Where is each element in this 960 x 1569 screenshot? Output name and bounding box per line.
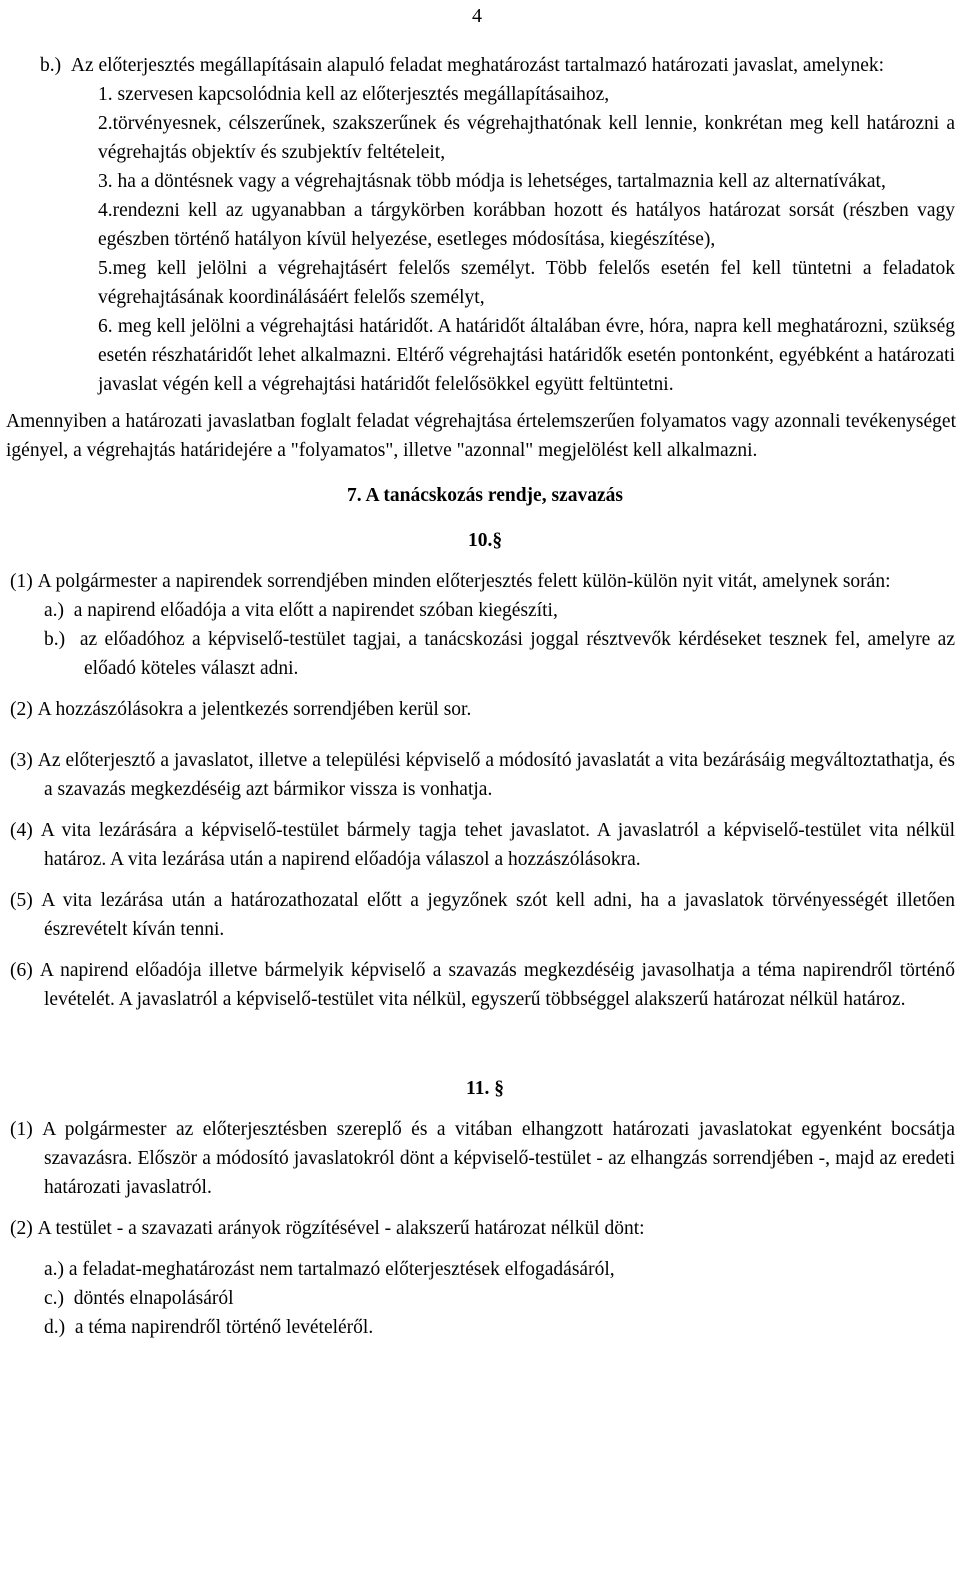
sub-item [44, 596, 955, 625]
item-text: A vita lezárása után a határozathozatal előtt a jegyzőnek szót kell adni, ha a javaslatok törvényességét illetően észrevételt kíván tenni. [41, 890, 955, 940]
sub-item [44, 625, 955, 683]
section-11-sublist [44, 1255, 955, 1342]
sub-item-label: a.) [44, 1259, 65, 1280]
sub-item-text: a téma napirendről történő levételéről. [74, 1317, 374, 1338]
sub-item-text: az előadóhoz a képviselő-testület tagjai, a tanácskozási joggal résztvevők kérdéseket tesznek fel, amelyre az előadó köteles választ adni. [79, 629, 955, 679]
section-11-item-1 [10, 1115, 955, 1202]
sub-item-text: a feladat-meghatározást nem tartalmazó előterjesztések elfogadásáról, [68, 1259, 615, 1280]
section-10-item-4 [10, 816, 955, 874]
item-number: (5) [10, 890, 33, 911]
point-b-intro: Az előterjesztés megállapításain alapuló feladat meghatározást tartalmazó határozati javaslat, amelynek: [70, 55, 885, 76]
list-item: 2.törvényesnek, célszerűnek, szakszerűnek és végrehajthatónak kell lennie, konkrétan meg kell határozni a végrehajtás objektív és szubjektív feltételeit, [98, 113, 955, 163]
section-11-heading [160, 1074, 810, 1103]
item-text: Az előterjesztő a javaslatot, illetve a települési képviselő a módosító javaslatát a vita bezárásáig megváltoztathatja, és a szavazás megkezdéséig azt bármikor vissza is vonhatja. [37, 750, 956, 800]
section-11-item-2 [10, 1214, 955, 1243]
item-text: A hozzászólásokra a jelentkezés sorrendjében kerül sor. [37, 699, 472, 720]
item-number: (1) [10, 1119, 33, 1140]
page-number: 4 [472, 5, 482, 27]
item-text: A polgármester az előterjesztésben szereplő és a vitában elhangzott határozati javaslatokat egyenként bocsátja szavazásra. Először a módosító javaslatokról dönt a képviselő-testület - az elhangzás sorrendjében -, majd az eredeti határozati javaslatról. [42, 1119, 956, 1198]
paragraph-amennyiben: Amennyiben a határozati javaslatban foglalt feladat végrehajtása értelemszerűen folyamatos vagy azonnali tevékenységet igényel, a végrehajtás határidejére a "folyamatos", illetve "azonnal" megjelölést kell alkalmazni. [6, 411, 956, 461]
section-10-item-5 [10, 886, 955, 944]
point-b-label: b.) [40, 55, 62, 76]
list-item: 5.meg kell jelölni a végrehajtásért felelős személyt. Több felelős esetén fel kell tüntetni a feladatok végrehajtásának koordinálásáért felelős személyt, [98, 258, 955, 308]
sub-item-label: a.) [44, 600, 65, 621]
list-item: 1. szervesen kapcsolódnia kell az előterjesztés megállapításaihoz, [98, 84, 610, 105]
item-number: (6) [10, 960, 33, 981]
item-text: A vita lezárására a képviselő-testület bármely tagja tehet javaslatot. A javaslatról a képviselő-testület vita nélkül határoz. A vita lezárása után a napirend előadója válaszol a hozzászólásokra. [40, 820, 955, 870]
section-number: 11. [466, 1078, 490, 1099]
section-sign: § [494, 1078, 504, 1099]
sub-item [44, 1284, 955, 1313]
section-10-sublist [44, 596, 955, 683]
list-item: 6. meg kell jelölni a végrehajtási határidőt. A határidőt általában évre, hóra, napra kell meghatározni, szükség esetén részhatáridőt lehet alkalmazni. Eltérő végrehajtási határidők esetén pontonként, egyébként a határozati javaslat végén kell a végrehajtási határidőt felelősökkel együtt feltüntetni. [98, 316, 955, 395]
document-body [6, 51, 956, 1342]
sub-item-label: d.) [44, 1317, 66, 1338]
item-text: A napirend előadója illetve bármelyik képviselő a szavazás megkezdéséig javasolhatja a téma napirendről történő levételét. A javaslatról a képviselő-testület vita nélkül, egyszerű többséggel alakszerű határozat nélkül határoz. [39, 960, 956, 1010]
item-number: (1) [10, 571, 33, 592]
section-number: 10. [467, 530, 493, 551]
sub-item-label: b.) [44, 629, 66, 650]
sub-item [44, 1313, 955, 1342]
list-item: 4.rendezni kell az ugyanabban a tárgykörben korábban hozott és hatályos határozat sorsát (részben vagy egészben történő hatályon kívül helyezése, esetleges módosítása, kiegészítése), [98, 200, 955, 250]
sub-item-text: döntés elnapolásáról [73, 1288, 234, 1309]
item-text: A polgármester a napirendek sorrendjében minden előterjesztés felett külön-külön nyit vitát, amelynek során: [37, 571, 891, 592]
section-sign: § [492, 530, 503, 551]
sub-item [44, 1255, 955, 1284]
item-number: (2) [10, 699, 33, 720]
item-number: (3) [10, 750, 33, 771]
item-number: (2) [10, 1218, 33, 1239]
list-item: 3. ha a döntésnek vagy a végrehajtásnak több módja is lehetséges, tartalmaznia kell az alternatívákat, [98, 171, 886, 192]
point-b-list [98, 80, 955, 399]
section-10-item-3 [10, 746, 955, 804]
item-text: A testület - a szavazati arányok rögzítésével - alakszerű határozat nélkül dönt: [37, 1218, 645, 1239]
section-10-item-1 [10, 567, 955, 596]
sub-item-text: a napirend előadója a vita előtt a napirendet szóban kiegészíti, [73, 600, 558, 621]
chapter-title: 7. A tanácskozás rendje, szavazás [347, 485, 623, 506]
section-10-item-2 [10, 695, 955, 724]
point-b [40, 51, 955, 80]
item-number: (4) [10, 820, 33, 841]
section-10-item-6 [10, 956, 955, 1014]
section-10-heading [160, 526, 810, 555]
sub-item-label: c.) [44, 1288, 65, 1309]
